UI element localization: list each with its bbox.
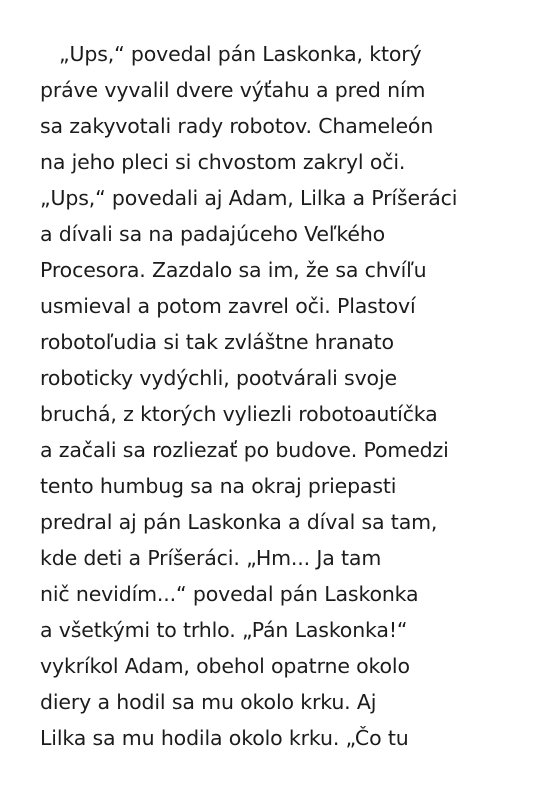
text-line: usmieval a potom zavrel oči. Plastoví <box>40 294 416 318</box>
text-line: a všetkými to trhlo. „Pán Laskonka!“ <box>40 618 408 642</box>
text-line: Procesora. Zazdalo sa im, že sa chvíľu <box>40 258 427 282</box>
text-line: na jeho pleci si chvostom zakryl oči. <box>40 150 406 174</box>
text-line: robotoľudia si tak zvláštne hranato <box>40 330 394 354</box>
text-line: diery a hodil sa mu okolo krku. Aj <box>40 690 377 714</box>
text-line: práve vyvalil dvere výťahu a pred ním <box>40 78 426 102</box>
text-line: Lilka sa mu hodila okolo krku. „Čo tu <box>40 726 409 750</box>
text-line: sa zakyvotali rady robotov. Chameleón <box>40 114 434 138</box>
text-line: predral aj pán Laskonka a díval sa tam, <box>40 510 438 534</box>
text-line: „Ups,“ povedali aj Adam, Lilka a Príšeráci <box>40 186 458 210</box>
text-line: tento humbug sa na okraj priepasti <box>40 474 397 498</box>
text-line: „Ups,“ povedal pán Laskonka, ktorý <box>59 42 422 66</box>
text-line: nič nevidím...“ povedal pán Laskonka <box>40 582 419 606</box>
text-line: roboticky vydýchli, pootvárali svoje <box>40 366 397 390</box>
text-line: vykríkol Adam, obehol opatrne okolo <box>40 654 410 678</box>
text-line: bruchá, z ktorých vyliezli robotoautíčka <box>40 402 438 426</box>
text-line: a začali sa rozliezať po budove. Pomedzi <box>40 438 449 462</box>
text-line: a dívali sa na padajúceho Veľkého <box>40 222 386 246</box>
text-line: kde deti a Príšeráci. „Hm... Ja tam <box>40 546 382 570</box>
